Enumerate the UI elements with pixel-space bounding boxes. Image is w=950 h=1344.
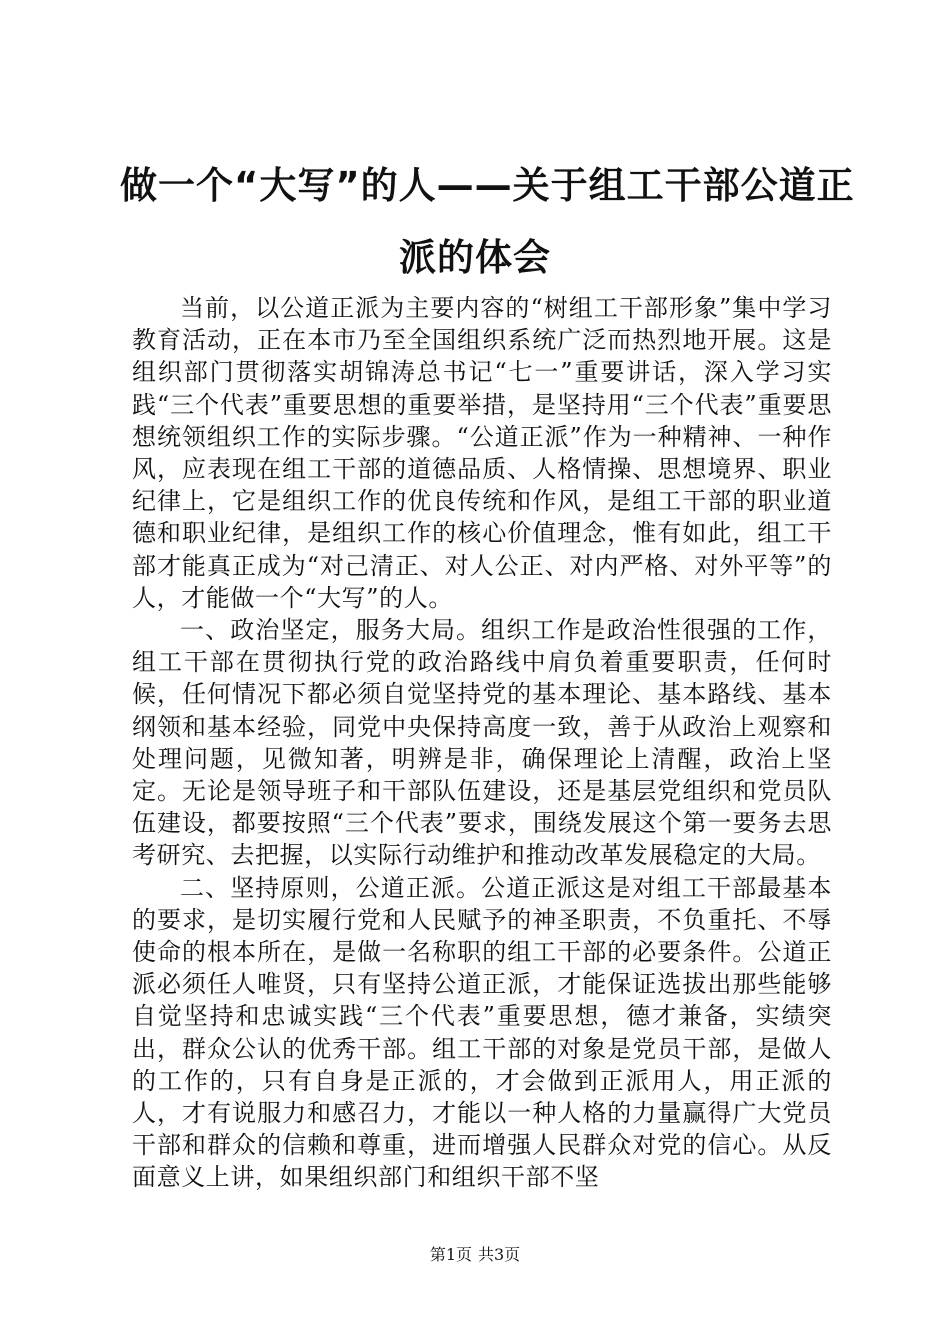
- title-line-2: 派的体会: [399, 236, 551, 279]
- page-total: 共3页: [478, 1245, 521, 1264]
- document-title: [120, 150, 855, 294]
- document-body: [132, 292, 832, 1194]
- title-line-1: 做一个“大写”的人——关于组工干部公道正: [120, 164, 855, 207]
- page-number: 第1页: [429, 1245, 472, 1264]
- page-footer: [0, 1244, 950, 1266]
- paragraph-section-2: 二、坚持原则，公道正派。公道正派这是对组工干部最基本的要求，是切实履行党和人民赋予的神圣职责，不负重托、不辱使命的根本所在，是做一名称职的组工干部的必要条件。公道正派必须任人唯贤，只有坚持公道正派，才能保证选拔出那些能够自觉坚持和忠诚实践“三个代表”重要思想，德才兼备，实绩突出，群众公认的优秀干部。组工干部的对象是党员干部，是做人的工作的，只有自身是正派的，才会做到正派用人，用正派的人，才有说服力和感召力，才能以一种人格的力量赢得广大党员干部和群众的信赖和尊重，进而增强人民群众对党的信心。从反面意义上讲，如果组织部门和组织干部不坚: [132, 873, 832, 1192]
- paragraph-intro: 当前，以公道正派为主要内容的“树组工干部形象”集中学习教育活动，正在本市乃至全国组织系统广泛而热烈地开展。这是组织部门贯彻落实胡锦涛总书记“七一”重要讲话，深入学习实践“三个代表”重要思想的重要举措，是坚持用“三个代表”重要思想统领组织工作的实际步骤。“公道正派”作为一种精神、一种作风，应表现在组工干部的道德品质、人格情操、思想境界、职业纪律上，它是组织工作的优良传统和作风，是组工干部的职业道德和职业纪律，是组织工作的核心价值理念，惟有如此，组工干部才能真正成为“对己清正、对人公正、对内严格、对外平等”的人，才能做一个“大写”的人。: [132, 294, 832, 612]
- paragraph-section-1: 一、政治坚定，服务大局。组织工作是政治性很强的工作，组工干部在贯彻执行党的政治路线中肩负着重要职责，任何时候，任何情况下都必须自觉坚持党的基本理论、基本路线、基本纲领和基本经验，同党中央保持高度一致，善于从政治上观察和处理问题，见微知著，明辨是非，确保理论上清醒，政治上坚定。无论是领导班子和干部队伍建设，还是基层党组织和党员队伍建设，都要按照“三个代表”要求，围绕发展这个第一要务去思考研究、去把握，以实际行动维护和推动改革发展稳定的大局。: [132, 616, 832, 870]
